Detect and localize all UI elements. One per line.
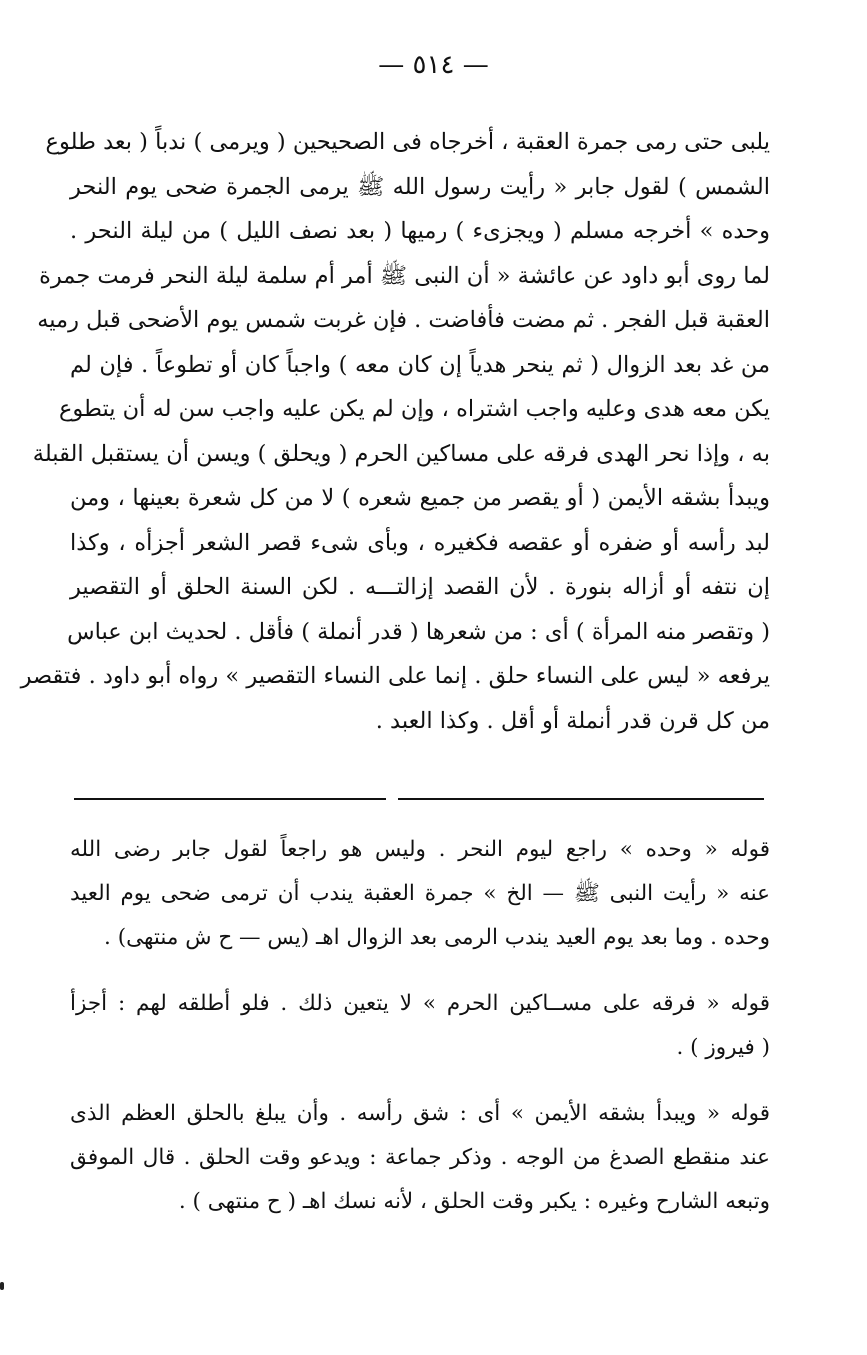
footnote-line: قوله « وحده » راجع ليوم النحر . وليس هو راجعاً لقول جابر رضى الله — [70, 837, 770, 862]
main-text-line: من غد بعد الزوال ( ثم ينحر هدياً إن كان معه ) واجباً كان أو تطوعاً . فإن لم — [70, 351, 770, 378]
main-text-line: لما روى أبو داود عن عائشة « أن النبى ﷺ أمر أم سلمة ليلة النحر فرمت جمرة — [39, 262, 770, 289]
main-text — [20, 120, 770, 743]
footnote-line: عند منقطع الصدغ من الوجه . وذكر جماعة : ويدعو وقت الحلق . قال الموفق — [70, 1145, 770, 1170]
main-text-line: يرفعه « ليس على النساء حلق . إنما على النساء التقصير » رواه أبو داود . فتقصر — [20, 663, 770, 689]
footnotes — [70, 828, 770, 1246]
footnote-line: قوله « فرقه على مســاكين الحرم » لا يتعين ذلك . فلو أطلقه لهم : أجزأ — [70, 991, 770, 1016]
main-text-line: يلبى حتى رمى جمرة العقبة ، أخرجاه فى الصحيحين ( ويرمى ) ندباً ( بعد طلوع — [45, 129, 770, 155]
footnote-line: عنه « رأيت النبى ﷺ — الخ » جمرة العقبة يندب أن ترمى ضحى يوم العيد — [70, 881, 770, 906]
footnote-line: وحده . وما بعد يوم العيد يندب الرمى بعد الزوال اهـ (يس — ح ش منتهى) . — [104, 925, 770, 950]
footnote — [70, 1092, 770, 1224]
main-text-line: لبد رأسه أو ضفره أو عقصه فكغيره ، وبأى شىء قصر الشعر أجزأه ، وكذا — [70, 529, 770, 556]
main-text-line: ويبدأ بشقه الأيمن ( أو يقصر من جميع شعره ) لا من كل شعرة بعينها ، ومن — [70, 485, 770, 511]
main-text-line: من كل قرن قدر أنملة أو أقل . وكذا العبد . — [375, 707, 770, 734]
footnote — [70, 828, 770, 960]
footnote-line: ( فيروز ) . — [676, 1035, 770, 1060]
main-text-line: ( وتقصر منه المرأة ) أى : من شعرها ( قدر أنملة ) فأقل . لحديث ابن عباس — [67, 618, 770, 645]
footnote-line: وتبعه الشارح وغيره : يكبر وقت الحلق ، لأنه نسك اهـ ( ح منتهى ) . — [178, 1189, 770, 1214]
main-text-line: العقبة قبل الفجر . ثم مضت فأفاضت . فإن غربت شمس يوم الأضحى قبل رميه — [37, 307, 770, 333]
ink-speck — [0, 1282, 4, 1290]
footnote-line: قوله « ويبدأ بشقه الأيمن » أى : شق رأسه . وأن يبلغ بالحلق العظم الذى — [70, 1101, 770, 1126]
footnote-divider-right — [398, 798, 764, 800]
main-text-line: وحده » أخرجه مسلم ( ويجزىء ) رميها ( بعد نصف الليل ) من ليلة النحر . — [70, 218, 770, 244]
main-text-line: يكن معه هدى وعليه واجب اشتراه ، وإن لم يكن عليه واجب سن له أن يتطوع — [58, 396, 770, 422]
main-text-line: الشمس ) لقول جابر « رأيت رسول الله ﷺ يرمى الجمرة ضحى يوم النحر — [70, 173, 770, 200]
main-text-line: إن نتفه أو أزاله بنورة . لأن القصد إزالتـــه . لكن السنة الحلق أو التقصير — [70, 574, 770, 600]
footnote-divider-left — [74, 798, 386, 800]
footnote — [70, 982, 770, 1070]
main-text-line: به ، وإذا نحر الهدى فرقه على مساكين الحرم ( ويحلق ) ويسن أن يستقبل القبلة — [32, 440, 770, 467]
page-number: — ٥١٤ — — [378, 50, 489, 80]
